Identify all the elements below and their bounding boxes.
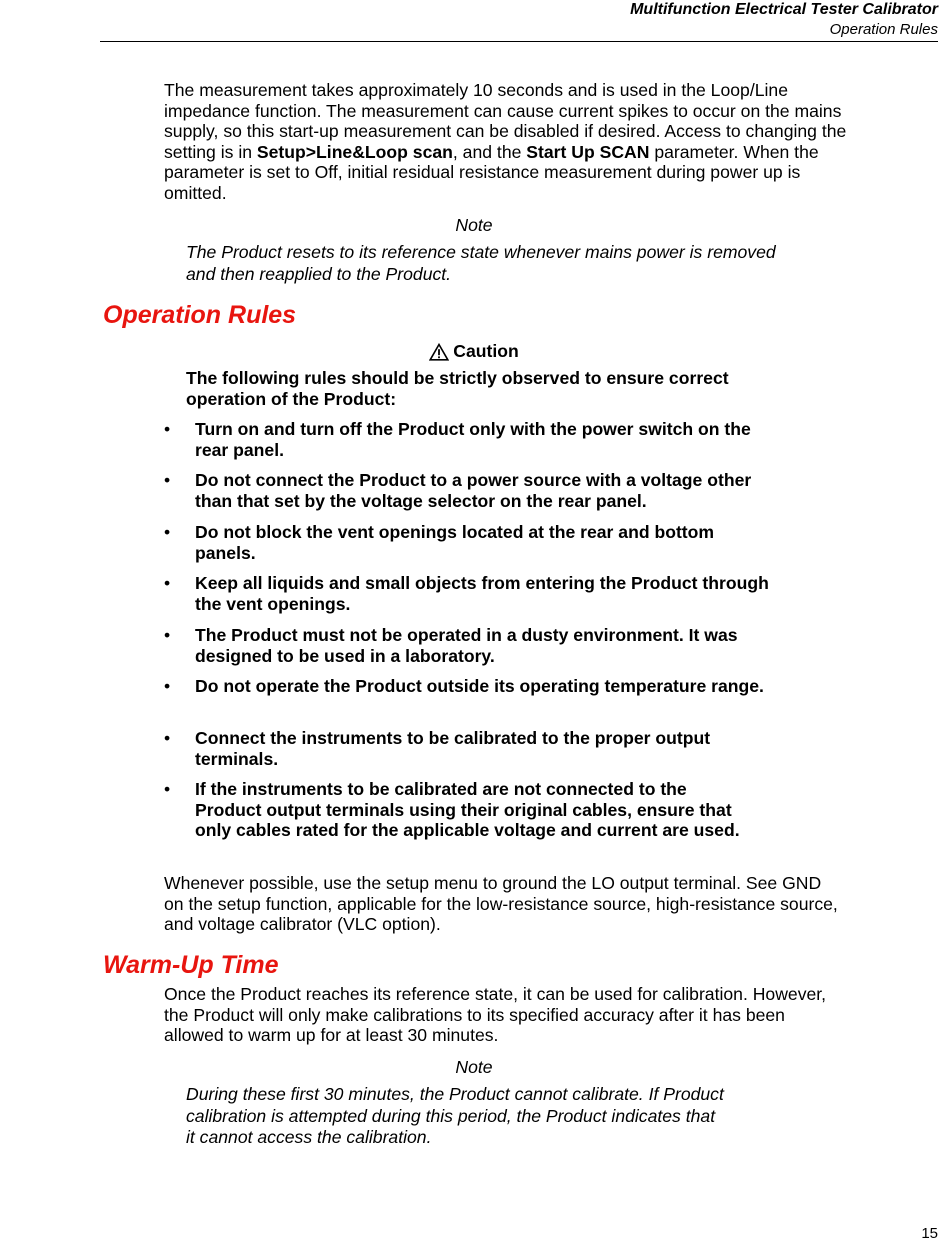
list-item <box>164 522 784 564</box>
rule-text: Connect the instruments to be calibrated to the proper output terminals. <box>195 728 711 769</box>
note-label: Note <box>455 1057 493 1077</box>
list-item <box>164 728 784 770</box>
note-text: During these first 30 minutes, the Product cannot calibrate. If Product calibration is attempted during this period, the Product indicates that it cannot access the calibration. <box>186 1084 724 1147</box>
list-item <box>164 625 784 667</box>
header-divider <box>100 41 938 42</box>
intro-text-3: parameter. When the parameter is set to Off, initial residual resistance measurement during power up is omitted. <box>164 141 819 203</box>
caution-intro: The following rules should be strictly observed to ensure correct operation of the Product: <box>186 368 729 409</box>
page-number: 15 <box>921 1225 938 1242</box>
section-heading-warm-up-time: Warm-Up Time <box>103 951 279 979</box>
warning-triangle-icon <box>429 343 449 361</box>
list-item <box>164 779 784 863</box>
ground-paragraph: Whenever possible, use the setup menu to ground the LO output terminal. See GND on the setup function, applicable for the low-resistance source, high-resistance source, and voltage calibrator (VLC option). <box>164 873 838 935</box>
bullet: • <box>164 779 171 799</box>
bullet: • <box>164 470 171 490</box>
bullet: • <box>164 728 171 748</box>
list-item <box>164 573 784 615</box>
setup-path: Setup>Line&Loop scan <box>256 141 453 162</box>
bullet: • <box>164 676 171 696</box>
intro-text-2: , and the <box>452 141 527 162</box>
bullet: • <box>164 625 171 645</box>
list-item <box>164 470 784 512</box>
warm-up-paragraph: Once the Product reaches its reference state, it can be used for calibration. However, the Product will only make calibrations to its specified accuracy after it has been allowed to warm up for at least 30 minutes. <box>164 984 827 1046</box>
caution-title <box>164 341 784 362</box>
running-header-section: Operation Rules <box>829 21 938 38</box>
list-item <box>164 419 784 461</box>
intro-text-1: The measurement takes approximately 10 seconds and is used in the Loop/Line impedance function. The measurement can cause current spikes to occur on the mains supply, so this start-up measurement can be disabled if desired. Access to changing the setting is in <box>164 80 847 162</box>
rule-text: Keep all liquids and small objects from entering the Product through the vent openings. <box>195 573 769 614</box>
rule-text: The Product must not be operated in a dusty environment. It was designed to be used in a laboratory. <box>195 625 738 666</box>
rule-text: Turn on and turn off the Product only with the power switch on the rear panel. <box>195 419 751 460</box>
start-up-scan-parameter: Start Up SCAN <box>526 141 650 162</box>
rule-text: Do not block the vent openings located at the rear and bottom panels. <box>195 522 715 563</box>
note-label: Note <box>455 215 493 235</box>
bullet: • <box>164 522 171 542</box>
intro-paragraph <box>164 80 854 204</box>
rule-text: If the instruments to be calibrated are not connected to the Product output terminals using their original cables, ensure that only cables rated for the applicable voltage and current are used. <box>195 779 740 841</box>
running-header-title: Multifunction Electrical Tester Calibrator <box>630 1 938 18</box>
bullet: • <box>164 419 171 439</box>
note-text: The Product resets to its reference state whenever mains power is removed and then reapplied to the Product. <box>186 242 776 284</box>
caution-label: Caution <box>453 341 519 361</box>
list-item <box>164 676 784 718</box>
bullet: • <box>164 573 171 593</box>
rule-text: Do not operate the Product outside its operating temperature range. <box>195 676 764 696</box>
rule-text: Do not connect the Product to a power source with a voltage other than that set by the voltage selector on the rear panel. <box>195 470 752 511</box>
section-heading-operation-rules: Operation Rules <box>103 301 297 329</box>
